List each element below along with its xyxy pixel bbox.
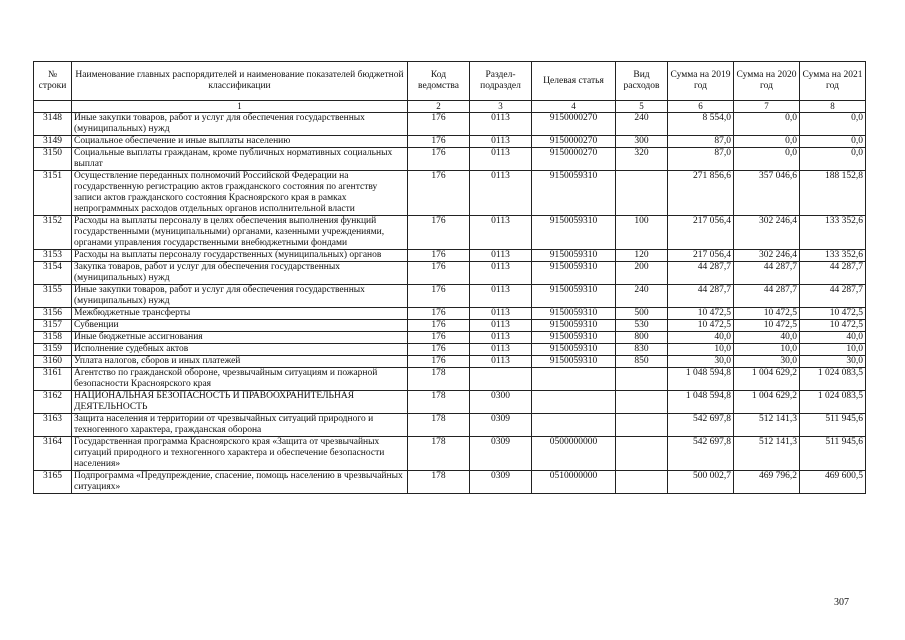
row-name: Подпрограмма «Предупреждение, спасение, помощь населению в чрезвычайных ситуациях» bbox=[72, 471, 408, 494]
row-sum-2019: 542 697,8 bbox=[668, 437, 734, 471]
row-section: 0113 bbox=[470, 148, 532, 171]
row-name: Исполнение судебных актов bbox=[72, 344, 408, 356]
row-number: 3159 bbox=[34, 344, 72, 356]
row-kind bbox=[616, 391, 668, 414]
row-number: 3161 bbox=[34, 368, 72, 391]
row-target: 9150059310 bbox=[532, 285, 616, 308]
row-number: 3160 bbox=[34, 356, 72, 368]
row-kind bbox=[616, 437, 668, 471]
row-target: 9150059310 bbox=[532, 171, 616, 216]
row-kind bbox=[616, 171, 668, 216]
row-name: Иные бюджетные ассигнования bbox=[72, 332, 408, 344]
row-number: 3152 bbox=[34, 216, 72, 250]
table-row bbox=[34, 320, 866, 332]
row-name: Агентство по гражданской обороне, чрезвычайным ситуациям и пожарной безопасности Красноярского края bbox=[72, 368, 408, 391]
row-kind: 800 bbox=[616, 332, 668, 344]
row-number: 3158 bbox=[34, 332, 72, 344]
row-dept-code: 176 bbox=[408, 285, 470, 308]
row-sum-2021: 133 352,6 bbox=[800, 216, 866, 250]
row-sum-2019: 10,0 bbox=[668, 344, 734, 356]
row-sum-2019: 44 287,7 bbox=[668, 262, 734, 285]
row-target: 0500000000 bbox=[532, 437, 616, 471]
row-dept-code: 178 bbox=[408, 368, 470, 391]
row-sum-2020: 302 246,4 bbox=[734, 250, 800, 262]
row-sum-2020: 0,0 bbox=[734, 136, 800, 148]
row-sum-2020: 0,0 bbox=[734, 148, 800, 171]
row-section: 0113 bbox=[470, 344, 532, 356]
row-sum-2020: 44 287,7 bbox=[734, 285, 800, 308]
row-sum-2020: 302 246,4 bbox=[734, 216, 800, 250]
table-row bbox=[34, 356, 866, 368]
row-number: 3149 bbox=[34, 136, 72, 148]
row-name: Расходы на выплаты персоналу государственных (муниципальных) органов bbox=[72, 250, 408, 262]
row-sum-2019: 44 287,7 bbox=[668, 285, 734, 308]
row-target: 9150059310 bbox=[532, 262, 616, 285]
row-sum-2019: 10 472,5 bbox=[668, 320, 734, 332]
row-name: Иные закупки товаров, работ и услуг для обеспечения государственных (муниципальных) нужд bbox=[72, 113, 408, 136]
row-sum-2021: 0,0 bbox=[800, 136, 866, 148]
row-sum-2019: 217 056,4 bbox=[668, 250, 734, 262]
row-target bbox=[532, 391, 616, 414]
table-row bbox=[34, 391, 866, 414]
row-name: Государственная программа Красноярского края «Защита от чрезвычайных ситуаций природного и техногенного характера и обеспечение безопасности населения» bbox=[72, 437, 408, 471]
row-name: Осуществление переданных полномочий Российской Федерации на государственную регистрацию актов гражданского состояния по агентству записи актов гражданского состояния Красноярского края в рамках непрограммных расходов отдельных органов исполнительной власти bbox=[72, 171, 408, 216]
table-row bbox=[34, 171, 866, 216]
header-target: Целевая статья bbox=[532, 62, 616, 101]
row-number: 3163 bbox=[34, 414, 72, 437]
header-name: Наименование главных распорядителей и наименование показателей бюджетной классификации bbox=[72, 62, 408, 101]
row-target: 9150000270 bbox=[532, 148, 616, 171]
row-dept-code: 176 bbox=[408, 356, 470, 368]
row-target: 9150059310 bbox=[532, 250, 616, 262]
row-dept-code: 176 bbox=[408, 148, 470, 171]
table-row bbox=[34, 216, 866, 250]
budget-table bbox=[33, 61, 866, 494]
row-sum-2019: 87,0 bbox=[668, 136, 734, 148]
col-number: 4 bbox=[532, 101, 616, 113]
row-number: 3150 bbox=[34, 148, 72, 171]
row-section: 0113 bbox=[470, 262, 532, 285]
row-sum-2021: 0,0 bbox=[800, 113, 866, 136]
row-sum-2019: 542 697,8 bbox=[668, 414, 734, 437]
row-kind: 850 bbox=[616, 356, 668, 368]
row-target: 9150059310 bbox=[532, 356, 616, 368]
header-section: Раздел-подраздел bbox=[470, 62, 532, 101]
row-dept-code: 176 bbox=[408, 344, 470, 356]
col-number: 6 bbox=[668, 101, 734, 113]
row-sum-2019: 87,0 bbox=[668, 148, 734, 171]
header-sum-2021: Сумма на 2021 год bbox=[800, 62, 866, 101]
row-section: 0113 bbox=[470, 216, 532, 250]
row-section: 0113 bbox=[470, 250, 532, 262]
row-sum-2021: 10 472,5 bbox=[800, 308, 866, 320]
table-row bbox=[34, 332, 866, 344]
row-sum-2021: 44 287,7 bbox=[800, 262, 866, 285]
row-target: 9150059310 bbox=[532, 308, 616, 320]
row-kind bbox=[616, 471, 668, 494]
row-number: 3155 bbox=[34, 285, 72, 308]
table-row bbox=[34, 414, 866, 437]
row-sum-2021: 10,0 bbox=[800, 344, 866, 356]
col-number: 2 bbox=[408, 101, 470, 113]
row-target: 9150059310 bbox=[532, 216, 616, 250]
row-dept-code: 176 bbox=[408, 308, 470, 320]
row-sum-2020: 469 796,2 bbox=[734, 471, 800, 494]
row-sum-2019: 10 472,5 bbox=[668, 308, 734, 320]
row-section bbox=[470, 368, 532, 391]
row-dept-code: 178 bbox=[408, 437, 470, 471]
row-kind: 100 bbox=[616, 216, 668, 250]
row-kind: 830 bbox=[616, 344, 668, 356]
row-number: 3154 bbox=[34, 262, 72, 285]
header-sum-2020: Сумма на 2020 год bbox=[734, 62, 800, 101]
header-row bbox=[34, 62, 866, 101]
row-number: 3157 bbox=[34, 320, 72, 332]
row-name: Субвенции bbox=[72, 320, 408, 332]
row-sum-2021: 1 024 083,5 bbox=[800, 368, 866, 391]
row-sum-2019: 8 554,0 bbox=[668, 113, 734, 136]
row-dept-code: 178 bbox=[408, 391, 470, 414]
row-kind: 240 bbox=[616, 113, 668, 136]
row-number: 3148 bbox=[34, 113, 72, 136]
row-section: 0309 bbox=[470, 471, 532, 494]
row-dept-code: 178 bbox=[408, 414, 470, 437]
row-sum-2019: 30,0 bbox=[668, 356, 734, 368]
row-sum-2021: 10 472,5 bbox=[800, 320, 866, 332]
row-sum-2020: 10,0 bbox=[734, 344, 800, 356]
row-section: 0309 bbox=[470, 414, 532, 437]
col-number: 1 bbox=[72, 101, 408, 113]
row-kind bbox=[616, 414, 668, 437]
row-section: 0113 bbox=[470, 113, 532, 136]
row-number: 3164 bbox=[34, 437, 72, 471]
table-row bbox=[34, 262, 866, 285]
row-dept-code: 176 bbox=[408, 171, 470, 216]
row-sum-2020: 40,0 bbox=[734, 332, 800, 344]
row-target bbox=[532, 414, 616, 437]
row-sum-2021: 188 152,8 bbox=[800, 171, 866, 216]
row-section: 0113 bbox=[470, 285, 532, 308]
row-sum-2019: 1 048 594,8 bbox=[668, 368, 734, 391]
row-section: 0113 bbox=[470, 171, 532, 216]
row-kind: 500 bbox=[616, 308, 668, 320]
row-target: 9150059310 bbox=[532, 320, 616, 332]
row-dept-code: 176 bbox=[408, 113, 470, 136]
header-sum-2019: Сумма на 2019 год bbox=[668, 62, 734, 101]
row-number: 3156 bbox=[34, 308, 72, 320]
row-section: 0300 bbox=[470, 391, 532, 414]
col-number bbox=[34, 101, 72, 113]
row-target: 9150000270 bbox=[532, 113, 616, 136]
row-sum-2021: 44 287,7 bbox=[800, 285, 866, 308]
row-sum-2021: 133 352,6 bbox=[800, 250, 866, 262]
row-section: 0113 bbox=[470, 308, 532, 320]
row-kind: 120 bbox=[616, 250, 668, 262]
row-kind: 530 bbox=[616, 320, 668, 332]
row-kind bbox=[616, 368, 668, 391]
row-sum-2021: 0,0 bbox=[800, 148, 866, 171]
col-number: 7 bbox=[734, 101, 800, 113]
row-kind: 320 bbox=[616, 148, 668, 171]
row-sum-2021: 511 945,6 bbox=[800, 437, 866, 471]
table-row bbox=[34, 285, 866, 308]
row-section: 0309 bbox=[470, 437, 532, 471]
row-number: 3162 bbox=[34, 391, 72, 414]
row-target bbox=[532, 368, 616, 391]
row-sum-2020: 512 141,3 bbox=[734, 437, 800, 471]
row-dept-code: 176 bbox=[408, 136, 470, 148]
row-dept-code: 176 bbox=[408, 332, 470, 344]
row-kind: 300 bbox=[616, 136, 668, 148]
row-name: Расходы на выплаты персоналу в целях обеспечения выполнения функций государственными (муниципальными) органами, казенными учреждениями, органами управления государственными внебюджетными фондами bbox=[72, 216, 408, 250]
table-row bbox=[34, 344, 866, 356]
row-kind: 240 bbox=[616, 285, 668, 308]
row-number: 3151 bbox=[34, 171, 72, 216]
col-number: 5 bbox=[616, 101, 668, 113]
table-row bbox=[34, 113, 866, 136]
row-sum-2021: 30,0 bbox=[800, 356, 866, 368]
row-name: Социальные выплаты гражданам, кроме публичных нормативных социальных выплат bbox=[72, 148, 408, 171]
header-kind: Вид расходов bbox=[616, 62, 668, 101]
table-body bbox=[34, 113, 866, 494]
row-name: Защита населения и территории от чрезвычайных ситуаций природного и техногенного характера, гражданская оборона bbox=[72, 414, 408, 437]
row-name: НАЦИОНАЛЬНАЯ БЕЗОПАСНОСТЬ И ПРАВООХРАНИТЕЛЬНАЯ ДЕЯТЕЛЬНОСТЬ bbox=[72, 391, 408, 414]
row-name: Социальное обеспечение и иные выплаты населению bbox=[72, 136, 408, 148]
row-kind: 200 bbox=[616, 262, 668, 285]
row-target: 9150000270 bbox=[532, 136, 616, 148]
row-sum-2020: 44 287,7 bbox=[734, 262, 800, 285]
col-number: 3 bbox=[470, 101, 532, 113]
page-number: 307 bbox=[834, 597, 849, 608]
header-num: № строки bbox=[34, 62, 72, 101]
row-target: 9150059310 bbox=[532, 344, 616, 356]
row-dept-code: 178 bbox=[408, 471, 470, 494]
row-sum-2021: 1 024 083,5 bbox=[800, 391, 866, 414]
row-sum-2019: 1 048 594,8 bbox=[668, 391, 734, 414]
row-sum-2020: 512 141,3 bbox=[734, 414, 800, 437]
row-dept-code: 176 bbox=[408, 320, 470, 332]
row-target: 0510000000 bbox=[532, 471, 616, 494]
row-sum-2020: 1 004 629,2 bbox=[734, 368, 800, 391]
header-dept: Код ведомства bbox=[408, 62, 470, 101]
column-number-row bbox=[34, 101, 866, 113]
row-dept-code: 176 bbox=[408, 262, 470, 285]
row-sum-2020: 0,0 bbox=[734, 113, 800, 136]
row-dept-code: 176 bbox=[408, 250, 470, 262]
row-sum-2021: 511 945,6 bbox=[800, 414, 866, 437]
row-dept-code: 176 bbox=[408, 216, 470, 250]
row-number: 3165 bbox=[34, 471, 72, 494]
row-section: 0113 bbox=[470, 332, 532, 344]
row-sum-2020: 10 472,5 bbox=[734, 320, 800, 332]
col-number: 8 bbox=[800, 101, 866, 113]
row-target: 9150059310 bbox=[532, 332, 616, 344]
table-row bbox=[34, 250, 866, 262]
table-row bbox=[34, 148, 866, 171]
row-sum-2021: 40,0 bbox=[800, 332, 866, 344]
row-sum-2020: 357 046,6 bbox=[734, 171, 800, 216]
row-number: 3153 bbox=[34, 250, 72, 262]
row-section: 0113 bbox=[470, 136, 532, 148]
table-row bbox=[34, 136, 866, 148]
row-sum-2019: 271 856,6 bbox=[668, 171, 734, 216]
row-name: Межбюджетные трансферты bbox=[72, 308, 408, 320]
row-name: Закупка товаров, работ и услуг для обеспечения государственных (муниципальных) нужд bbox=[72, 262, 408, 285]
row-sum-2020: 1 004 629,2 bbox=[734, 391, 800, 414]
row-section: 0113 bbox=[470, 356, 532, 368]
row-name: Уплата налогов, сборов и иных платежей bbox=[72, 356, 408, 368]
row-sum-2020: 30,0 bbox=[734, 356, 800, 368]
row-name: Иные закупки товаров, работ и услуг для обеспечения государственных (муниципальных) нужд bbox=[72, 285, 408, 308]
row-sum-2019: 217 056,4 bbox=[668, 216, 734, 250]
table-row bbox=[34, 368, 866, 391]
table-row bbox=[34, 437, 866, 471]
row-sum-2019: 40,0 bbox=[668, 332, 734, 344]
table-row bbox=[34, 471, 866, 494]
table-row bbox=[34, 308, 866, 320]
row-sum-2020: 10 472,5 bbox=[734, 308, 800, 320]
row-sum-2019: 500 002,7 bbox=[668, 471, 734, 494]
row-section: 0113 bbox=[470, 320, 532, 332]
row-sum-2021: 469 600,5 bbox=[800, 471, 866, 494]
